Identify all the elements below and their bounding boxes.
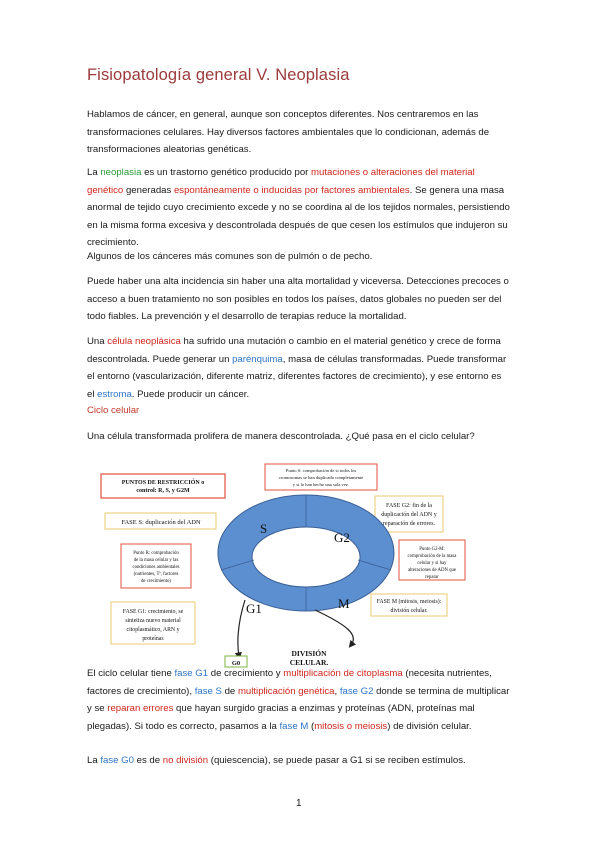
term-mutaciones: mutaciones o alteraciones del material genético: [87, 167, 475, 196]
paragraph-intro: Hablamos de cáncer, en general, aunque son conceptos diferentes. Nos centraremos en las transformaciones celulares. Hay diversos factores ambientales que lo condicionan, además de transformaciones aleatorias genéticas.: [87, 109, 490, 156]
punto-r-line-3: condiciones ambientales: [132, 565, 180, 570]
fase-s-text: FASE S: duplicación del ADN: [121, 519, 201, 526]
punto-g2m-line-2: comprobación de la masa: [407, 554, 457, 559]
restriction-points-box: [101, 474, 225, 498]
page-title: Fisiopatología general V. Neoplasia: [87, 66, 350, 84]
term-fase-g1: fase G1: [174, 668, 209, 679]
punto-r-line-2: de la masa celular y las: [133, 558, 179, 563]
fase-g2-line-2: duplicación del ADN y: [381, 512, 437, 518]
label-g0: G0: [231, 660, 241, 667]
punto-g2m-line-4: alteraciones de ADN que: [407, 568, 457, 573]
label-g2: G2: [334, 530, 350, 545]
punto-s-line-1: Punto S: comprobación de si todos los: [285, 468, 357, 473]
label-g1: G1: [246, 601, 262, 616]
paragraph-celula-neoplasica: Una célula neoplásica ha sufrido una mutación o cambio en el material genético y crece de forma descontrolada. Puede generar un parénquima, masa de células transformadas. Puede transformar el entorno (vascularización, diferente matriz, diferentes factores de crecimiento), y ese entorno es el estroma. Puede producir un cáncer.: [87, 336, 507, 400]
fase-m-line-1: FASE M (mitosis, meiosis):: [376, 599, 442, 605]
punto-g2m-line-3: celular y si hay: [417, 561, 447, 566]
punto-g2m-box: [399, 540, 465, 580]
term-fase-g0: fase G0: [100, 755, 134, 766]
paragraph-ciclo-pregunta: Una célula transformada prolifera de manera descontrolada. ¿Qué pasa en el ciclo celular?: [87, 431, 475, 442]
arrow-g1-to-g0: [238, 600, 245, 656]
term-reparan-errores: reparan errores: [107, 703, 174, 715]
cell-cycle-diagram: [97, 460, 501, 668]
page-number: 1: [296, 798, 302, 809]
paragraph-neoplasia: La neoplasia es un trastorno genético producido por mutaciones o alteraciones del material genético generadas espontáneamente o inducidas por factores ambientales. Se genera una masa anormal de tejido cuyo crecimiento excede y no se coordina al de los tejidos normales, persistiendo en la misma forma excesiva y descontrolada después de que cesen los estímulos que indujeron su crecimiento.: [87, 167, 510, 249]
term-multiplicacion-genetica: multiplicación genética: [237, 685, 335, 697]
term-no-division: no división: [162, 755, 209, 766]
term-multiplicacion-citoplasma: multiplicación de citoplasma: [283, 668, 403, 679]
punto-s-line-2: cromosomas se han duplicado completamente: [278, 475, 364, 480]
label-m: M: [338, 596, 350, 611]
fase-g1-line-1: FASE G1: crecimiento, se: [122, 609, 184, 615]
term-espontaneamente: espontáneamente o inducidas por factores ambientales: [173, 184, 410, 196]
term-neoplasia: neoplasia: [100, 167, 142, 178]
punto-r-line-5: de crecimiento): [141, 579, 171, 584]
term-celula-neoplasica: célula neoplásica: [107, 336, 181, 347]
division-line-1: DIVISIÓN: [291, 649, 327, 658]
section-heading-ciclo-celular: Ciclo celular: [87, 405, 140, 416]
fase-g2-line-3: reparación de errores.: [382, 521, 436, 527]
fase-g1-line-2: sintetiza nuevo material: [125, 618, 181, 624]
paragraph-fase-g0: La fase G0 es de no división (quiescencia), se puede pasar a G1 si se reciben estímulos.: [87, 755, 466, 766]
fase-m-line-2: división celular.: [390, 608, 428, 614]
division-line-2: CELULAR.: [289, 658, 329, 667]
arrow-m-to-division: [315, 610, 353, 645]
term-fase-s: fase S: [194, 685, 222, 697]
paragraph-fases: El ciclo celular tiene fase G1 de crecimiento y multiplicación de citoplasma (necesita nutrientes, factores de crecimiento), fase S de multiplicación genética, fase G2 donde se termina de multiplicar y se reparan errores que hayan surgido gracias a enzimas y proteínas (ADN, proteínas mal plegadas). Si todo es correcto, pasamos a la fase M (mitosis o meiosis) de división celular.: [87, 668, 510, 732]
term-parenquima: parénquima: [232, 353, 283, 365]
term-fase-g2: fase G2: [339, 685, 374, 697]
punto-r-line-4: (nutrientes, Tª, factores: [133, 572, 179, 577]
punto-s-line-3: y si lo han hecho una sola vez.: [292, 482, 350, 487]
paragraph-canceres: Algunos de los cánceres más comunes son de pulmón o de pecho.: [87, 251, 373, 262]
fase-g1-line-4: proteínas: [142, 636, 164, 642]
restriction-points-line-2: control: R, S, y G2M: [136, 488, 190, 494]
fase-g1-line-3: citoplasmático, ARN y: [126, 627, 180, 633]
cell-cycle-figure: [97, 460, 501, 668]
punto-g2m-line-1: Punto G2-M:: [419, 547, 445, 552]
paragraph-incidencia: Puede haber una alta incidencia sin haber una alta mortalidad y viceversa. Detecciones precoces o acceso a buen tratamiento no son posibles en todos los países, datos globales no pueden ser del todo fiables. La prevención y el desarrollo de terapias reduce la mortalidad.: [87, 276, 509, 323]
fase-g2-line-1: FASE G2: fin de la: [386, 503, 432, 509]
term-mitosis-meiosis: mitosis o meiosis: [314, 720, 388, 732]
restriction-points-line-1: PUNTOS DE RESTRICCIÓN o: [121, 480, 205, 486]
label-s: S: [260, 521, 268, 536]
punto-r-line-1: Punto R: comprobación: [133, 551, 179, 556]
term-estroma: estroma: [97, 388, 132, 400]
punto-g2m-line-5: reparar: [425, 575, 439, 580]
term-fase-m: fase M: [279, 720, 309, 732]
